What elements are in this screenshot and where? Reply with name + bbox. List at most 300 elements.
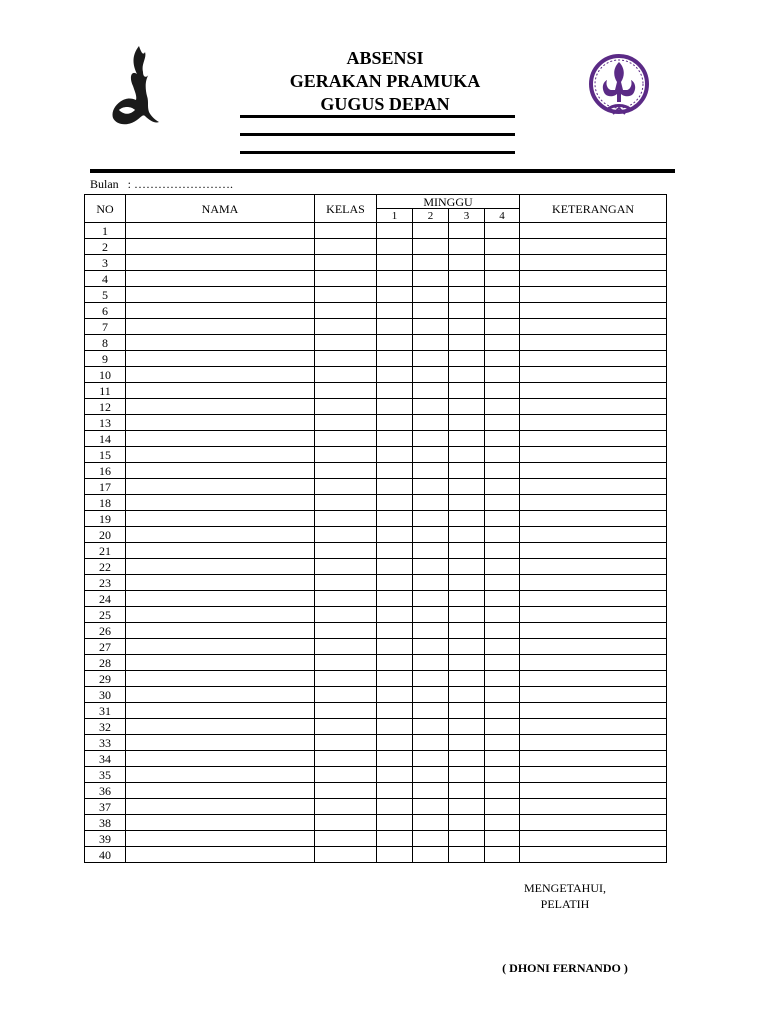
week-3-cell[interactable] xyxy=(449,543,485,559)
week-1-cell[interactable] xyxy=(377,223,413,239)
week-2-cell[interactable] xyxy=(413,447,449,463)
week-1-cell[interactable] xyxy=(377,687,413,703)
kelas-cell[interactable] xyxy=(315,623,377,639)
week-3-cell[interactable] xyxy=(449,415,485,431)
keterangan-cell[interactable] xyxy=(520,271,667,287)
keterangan-cell[interactable] xyxy=(520,735,667,751)
week-4-cell[interactable] xyxy=(485,431,520,447)
kelas-cell[interactable] xyxy=(315,655,377,671)
nama-cell[interactable] xyxy=(126,543,315,559)
bulan-label: Bulan xyxy=(90,177,119,191)
nama-cell[interactable] xyxy=(126,623,315,639)
week-4-cell[interactable] xyxy=(485,335,520,351)
week-2-cell[interactable] xyxy=(413,655,449,671)
week-1-cell[interactable] xyxy=(377,831,413,847)
week-3-cell[interactable] xyxy=(449,847,485,863)
kelas-cell[interactable] xyxy=(315,383,377,399)
table-row xyxy=(85,815,667,831)
week-2-cell[interactable] xyxy=(413,399,449,415)
week-2-cell[interactable] xyxy=(413,815,449,831)
week-4-cell[interactable] xyxy=(485,319,520,335)
week-2-cell[interactable] xyxy=(413,383,449,399)
week-3-cell[interactable] xyxy=(449,559,485,575)
week-2-cell[interactable] xyxy=(413,287,449,303)
table-row xyxy=(85,463,667,479)
week-2-cell[interactable] xyxy=(413,303,449,319)
week-3-cell[interactable] xyxy=(449,767,485,783)
nama-cell[interactable] xyxy=(126,767,315,783)
week-4-cell[interactable] xyxy=(485,495,520,511)
kelas-cell[interactable] xyxy=(315,815,377,831)
nama-cell[interactable] xyxy=(126,815,315,831)
keterangan-cell[interactable] xyxy=(520,751,667,767)
week-1-cell[interactable] xyxy=(377,719,413,735)
week-1-cell[interactable] xyxy=(377,447,413,463)
week-4-cell[interactable] xyxy=(485,623,520,639)
nama-cell[interactable] xyxy=(126,831,315,847)
kelas-cell[interactable] xyxy=(315,255,377,271)
week-4-cell[interactable] xyxy=(485,463,520,479)
week-4-cell[interactable] xyxy=(485,687,520,703)
kelas-cell[interactable] xyxy=(315,303,377,319)
bulan-value: : ……………………. xyxy=(127,177,234,191)
week-4-cell[interactable] xyxy=(485,367,520,383)
week-2-cell[interactable] xyxy=(413,847,449,863)
nama-cell[interactable] xyxy=(126,351,315,367)
keterangan-cell[interactable] xyxy=(520,831,667,847)
kelas-cell[interactable] xyxy=(315,767,377,783)
week-3-cell[interactable] xyxy=(449,591,485,607)
keterangan-cell[interactable] xyxy=(520,415,667,431)
week-1-cell[interactable] xyxy=(377,815,413,831)
week-2-cell[interactable] xyxy=(413,335,449,351)
week-1-cell[interactable] xyxy=(377,255,413,271)
keterangan-cell[interactable] xyxy=(520,543,667,559)
week-4-cell[interactable] xyxy=(485,239,520,255)
week-4-cell[interactable] xyxy=(485,351,520,367)
kelas-cell[interactable] xyxy=(315,543,377,559)
nama-cell[interactable] xyxy=(126,847,315,863)
week-1-cell[interactable] xyxy=(377,735,413,751)
week-3-cell[interactable] xyxy=(449,799,485,815)
kelas-cell[interactable] xyxy=(315,783,377,799)
nama-cell[interactable] xyxy=(126,687,315,703)
nama-cell[interactable] xyxy=(126,463,315,479)
keterangan-cell[interactable] xyxy=(520,527,667,543)
kelas-cell[interactable] xyxy=(315,639,377,655)
week-2-cell[interactable] xyxy=(413,799,449,815)
kelas-cell[interactable] xyxy=(315,831,377,847)
header-nama: NAMA xyxy=(126,195,315,223)
kelas-cell[interactable] xyxy=(315,431,377,447)
week-4-cell[interactable] xyxy=(485,303,520,319)
nama-cell[interactable] xyxy=(126,639,315,655)
nama-cell[interactable] xyxy=(126,271,315,287)
week-4-cell[interactable] xyxy=(485,527,520,543)
week-1-cell[interactable] xyxy=(377,415,413,431)
table-row xyxy=(85,607,667,623)
week-3-cell[interactable] xyxy=(449,655,485,671)
week-1-cell[interactable] xyxy=(377,671,413,687)
week-3-cell[interactable] xyxy=(449,607,485,623)
keterangan-cell[interactable] xyxy=(520,655,667,671)
week-2-cell[interactable] xyxy=(413,703,449,719)
keterangan-cell[interactable] xyxy=(520,511,667,527)
keterangan-cell[interactable] xyxy=(520,335,667,351)
keterangan-cell[interactable] xyxy=(520,671,667,687)
week-3-cell[interactable] xyxy=(449,687,485,703)
kelas-cell[interactable] xyxy=(315,799,377,815)
week-1-cell[interactable] xyxy=(377,623,413,639)
nama-cell[interactable] xyxy=(126,399,315,415)
week-4-cell[interactable] xyxy=(485,639,520,655)
keterangan-cell[interactable] xyxy=(520,463,667,479)
nama-cell[interactable] xyxy=(126,527,315,543)
kelas-cell[interactable] xyxy=(315,239,377,255)
keterangan-cell[interactable] xyxy=(520,847,667,863)
week-1-cell[interactable] xyxy=(377,351,413,367)
week-4-cell[interactable] xyxy=(485,815,520,831)
week-3-cell[interactable] xyxy=(449,575,485,591)
week-1-cell[interactable] xyxy=(377,783,413,799)
row-number: 34 xyxy=(85,751,126,767)
week-3-cell[interactable] xyxy=(449,303,485,319)
table-row xyxy=(85,271,667,287)
nama-cell[interactable] xyxy=(126,479,315,495)
kelas-cell[interactable] xyxy=(315,607,377,623)
kelas-cell[interactable] xyxy=(315,271,377,287)
week-4-cell[interactable] xyxy=(485,783,520,799)
week-2-cell[interactable] xyxy=(413,367,449,383)
week-1-cell[interactable] xyxy=(377,575,413,591)
week-2-cell[interactable] xyxy=(413,751,449,767)
nama-cell[interactable] xyxy=(126,415,315,431)
week-4-cell[interactable] xyxy=(485,559,520,575)
nama-cell[interactable] xyxy=(126,255,315,271)
week-2-cell[interactable] xyxy=(413,719,449,735)
week-2-cell[interactable] xyxy=(413,559,449,575)
week-4-cell[interactable] xyxy=(485,479,520,495)
week-4-cell[interactable] xyxy=(485,847,520,863)
week-1-cell[interactable] xyxy=(377,287,413,303)
keterangan-cell[interactable] xyxy=(520,495,667,511)
week-4-cell[interactable] xyxy=(485,703,520,719)
kelas-cell[interactable] xyxy=(315,511,377,527)
week-3-cell[interactable] xyxy=(449,815,485,831)
nama-cell[interactable] xyxy=(126,607,315,623)
kelas-cell[interactable] xyxy=(315,351,377,367)
week-3-cell[interactable] xyxy=(449,239,485,255)
week-3-cell[interactable] xyxy=(449,479,485,495)
keterangan-cell[interactable] xyxy=(520,367,667,383)
keterangan-cell[interactable] xyxy=(520,591,667,607)
nama-cell[interactable] xyxy=(126,799,315,815)
week-4-cell[interactable] xyxy=(485,735,520,751)
keterangan-cell[interactable] xyxy=(520,607,667,623)
keterangan-cell[interactable] xyxy=(520,431,667,447)
kelas-cell[interactable] xyxy=(315,527,377,543)
week-2-cell[interactable] xyxy=(413,639,449,655)
nama-cell[interactable] xyxy=(126,495,315,511)
week-1-cell[interactable] xyxy=(377,495,413,511)
week-2-cell[interactable] xyxy=(413,591,449,607)
row-number: 32 xyxy=(85,719,126,735)
keterangan-cell[interactable] xyxy=(520,399,667,415)
week-3-cell[interactable] xyxy=(449,511,485,527)
row-number: 19 xyxy=(85,511,126,527)
nama-cell[interactable] xyxy=(126,303,315,319)
kelas-cell[interactable] xyxy=(315,847,377,863)
keterangan-cell[interactable] xyxy=(520,559,667,575)
kelas-cell[interactable] xyxy=(315,719,377,735)
keterangan-cell[interactable] xyxy=(520,639,667,655)
week-2-cell[interactable] xyxy=(413,255,449,271)
nama-cell[interactable] xyxy=(126,655,315,671)
week-2-cell[interactable] xyxy=(413,575,449,591)
week-2-cell[interactable] xyxy=(413,623,449,639)
kelas-cell[interactable] xyxy=(315,703,377,719)
week-2-cell[interactable] xyxy=(413,431,449,447)
row-number: 23 xyxy=(85,575,126,591)
kelas-cell[interactable] xyxy=(315,463,377,479)
week-2-cell[interactable] xyxy=(413,223,449,239)
week-4-cell[interactable] xyxy=(485,751,520,767)
week-1-cell[interactable] xyxy=(377,367,413,383)
kelas-cell[interactable] xyxy=(315,735,377,751)
week-2-cell[interactable] xyxy=(413,351,449,367)
keterangan-cell[interactable] xyxy=(520,223,667,239)
week-3-cell[interactable] xyxy=(449,223,485,239)
week-1-cell[interactable] xyxy=(377,703,413,719)
week-4-cell[interactable] xyxy=(485,831,520,847)
week-4-cell[interactable] xyxy=(485,511,520,527)
kelas-cell[interactable] xyxy=(315,575,377,591)
keterangan-cell[interactable] xyxy=(520,575,667,591)
week-4-cell[interactable] xyxy=(485,607,520,623)
keterangan-cell[interactable] xyxy=(520,447,667,463)
kelas-cell[interactable] xyxy=(315,415,377,431)
week-1-cell[interactable] xyxy=(377,319,413,335)
week-4-cell[interactable] xyxy=(485,591,520,607)
week-3-cell[interactable] xyxy=(449,383,485,399)
week-2-cell[interactable] xyxy=(413,319,449,335)
week-3-cell[interactable] xyxy=(449,319,485,335)
week-3-cell[interactable] xyxy=(449,255,485,271)
kelas-cell[interactable] xyxy=(315,591,377,607)
week-4-cell[interactable] xyxy=(485,767,520,783)
nama-cell[interactable] xyxy=(126,559,315,575)
week-2-cell[interactable] xyxy=(413,687,449,703)
week-2-cell[interactable] xyxy=(413,767,449,783)
week-4-cell[interactable] xyxy=(485,271,520,287)
week-3-cell[interactable] xyxy=(449,431,485,447)
week-4-cell[interactable] xyxy=(485,415,520,431)
week-3-cell[interactable] xyxy=(449,639,485,655)
keterangan-cell[interactable] xyxy=(520,815,667,831)
row-number: 29 xyxy=(85,671,126,687)
week-3-cell[interactable] xyxy=(449,399,485,415)
week-1-cell[interactable] xyxy=(377,767,413,783)
week-3-cell[interactable] xyxy=(449,447,485,463)
week-3-cell[interactable] xyxy=(449,783,485,799)
keterangan-cell[interactable] xyxy=(520,719,667,735)
week-2-cell[interactable] xyxy=(413,831,449,847)
kelas-cell[interactable] xyxy=(315,495,377,511)
week-1-cell[interactable] xyxy=(377,399,413,415)
week-3-cell[interactable] xyxy=(449,527,485,543)
week-1-cell[interactable] xyxy=(377,559,413,575)
nama-cell[interactable] xyxy=(126,367,315,383)
week-3-cell[interactable] xyxy=(449,367,485,383)
keterangan-cell[interactable] xyxy=(520,319,667,335)
week-3-cell[interactable] xyxy=(449,463,485,479)
week-1-cell[interactable] xyxy=(377,591,413,607)
week-2-cell[interactable] xyxy=(413,479,449,495)
nama-cell[interactable] xyxy=(126,671,315,687)
week-2-cell[interactable] xyxy=(413,607,449,623)
kelas-cell[interactable] xyxy=(315,559,377,575)
keterangan-cell[interactable] xyxy=(520,287,667,303)
nama-cell[interactable] xyxy=(126,383,315,399)
week-4-cell[interactable] xyxy=(485,719,520,735)
kelas-cell[interactable] xyxy=(315,687,377,703)
week-3-cell[interactable] xyxy=(449,831,485,847)
week-1-cell[interactable] xyxy=(377,383,413,399)
week-1-cell[interactable] xyxy=(377,543,413,559)
week-3-cell[interactable] xyxy=(449,271,485,287)
nama-cell[interactable] xyxy=(126,575,315,591)
week-1-cell[interactable] xyxy=(377,335,413,351)
nama-cell[interactable] xyxy=(126,591,315,607)
week-2-cell[interactable] xyxy=(413,463,449,479)
week-4-cell[interactable] xyxy=(485,383,520,399)
nama-cell[interactable] xyxy=(126,719,315,735)
nama-cell[interactable] xyxy=(126,783,315,799)
week-1-cell[interactable] xyxy=(377,751,413,767)
week-2-cell[interactable] xyxy=(413,495,449,511)
keterangan-cell[interactable] xyxy=(520,255,667,271)
week-3-cell[interactable] xyxy=(449,671,485,687)
table-row xyxy=(85,783,667,799)
week-2-cell[interactable] xyxy=(413,511,449,527)
keterangan-cell[interactable] xyxy=(520,783,667,799)
week-1-cell[interactable] xyxy=(377,511,413,527)
week-2-cell[interactable] xyxy=(413,415,449,431)
keterangan-cell[interactable] xyxy=(520,383,667,399)
week-1-cell[interactable] xyxy=(377,303,413,319)
nama-cell[interactable] xyxy=(126,335,315,351)
kelas-cell[interactable] xyxy=(315,751,377,767)
week-3-cell[interactable] xyxy=(449,623,485,639)
nama-cell[interactable] xyxy=(126,223,315,239)
week-3-cell[interactable] xyxy=(449,719,485,735)
week-4-cell[interactable] xyxy=(485,399,520,415)
week-4-cell[interactable] xyxy=(485,575,520,591)
week-2-cell[interactable] xyxy=(413,783,449,799)
week-1-cell[interactable] xyxy=(377,527,413,543)
keterangan-cell[interactable] xyxy=(520,239,667,255)
week-1-cell[interactable] xyxy=(377,271,413,287)
week-1-cell[interactable] xyxy=(377,655,413,671)
kelas-cell[interactable] xyxy=(315,671,377,687)
nama-cell[interactable] xyxy=(126,447,315,463)
week-3-cell[interactable] xyxy=(449,495,485,511)
keterangan-cell[interactable] xyxy=(520,767,667,783)
week-4-cell[interactable] xyxy=(485,287,520,303)
kelas-cell[interactable] xyxy=(315,447,377,463)
kelas-cell[interactable] xyxy=(315,479,377,495)
kelas-cell[interactable] xyxy=(315,223,377,239)
nama-cell[interactable] xyxy=(126,735,315,751)
week-4-cell[interactable] xyxy=(485,671,520,687)
kelas-cell[interactable] xyxy=(315,287,377,303)
week-1-cell[interactable] xyxy=(377,479,413,495)
week-4-cell[interactable] xyxy=(485,799,520,815)
week-2-cell[interactable] xyxy=(413,543,449,559)
table-row xyxy=(85,335,667,351)
week-1-cell[interactable] xyxy=(377,799,413,815)
nama-cell[interactable] xyxy=(126,431,315,447)
week-4-cell[interactable] xyxy=(485,655,520,671)
keterangan-cell[interactable] xyxy=(520,351,667,367)
nama-cell[interactable] xyxy=(126,319,315,335)
document-title xyxy=(240,47,530,116)
week-1-cell[interactable] xyxy=(377,847,413,863)
week-1-cell[interactable] xyxy=(377,239,413,255)
nama-cell[interactable] xyxy=(126,511,315,527)
week-4-cell[interactable] xyxy=(485,447,520,463)
week-4-cell[interactable] xyxy=(485,255,520,271)
nama-cell[interactable] xyxy=(126,287,315,303)
week-3-cell[interactable] xyxy=(449,287,485,303)
week-3-cell[interactable] xyxy=(449,351,485,367)
week-4-cell[interactable] xyxy=(485,223,520,239)
week-1-cell[interactable] xyxy=(377,431,413,447)
tunas-kelapa-icon xyxy=(105,44,165,130)
nama-cell[interactable] xyxy=(126,751,315,767)
week-4-cell[interactable] xyxy=(485,543,520,559)
nama-cell[interactable] xyxy=(126,239,315,255)
row-number: 36 xyxy=(85,783,126,799)
week-1-cell[interactable] xyxy=(377,463,413,479)
week-3-cell[interactable] xyxy=(449,703,485,719)
week-3-cell[interactable] xyxy=(449,751,485,767)
week-2-cell[interactable] xyxy=(413,271,449,287)
title-line-3: GUGUS DEPAN xyxy=(320,94,450,114)
title-line-1: ABSENSI xyxy=(346,48,424,68)
kelas-cell[interactable] xyxy=(315,319,377,335)
kelas-cell[interactable] xyxy=(315,399,377,415)
keterangan-cell[interactable] xyxy=(520,303,667,319)
kelas-cell[interactable] xyxy=(315,335,377,351)
week-2-cell[interactable] xyxy=(413,527,449,543)
week-3-cell[interactable] xyxy=(449,335,485,351)
keterangan-cell[interactable] xyxy=(520,687,667,703)
week-2-cell[interactable] xyxy=(413,671,449,687)
week-1-cell[interactable] xyxy=(377,639,413,655)
keterangan-cell[interactable] xyxy=(520,479,667,495)
nama-cell[interactable] xyxy=(126,703,315,719)
week-3-cell[interactable] xyxy=(449,735,485,751)
week-2-cell[interactable] xyxy=(413,239,449,255)
keterangan-cell[interactable] xyxy=(520,623,667,639)
keterangan-cell[interactable] xyxy=(520,703,667,719)
week-2-cell[interactable] xyxy=(413,735,449,751)
keterangan-cell[interactable] xyxy=(520,799,667,815)
week-1-cell[interactable] xyxy=(377,607,413,623)
header-week-1: 1 xyxy=(377,209,413,223)
kelas-cell[interactable] xyxy=(315,367,377,383)
